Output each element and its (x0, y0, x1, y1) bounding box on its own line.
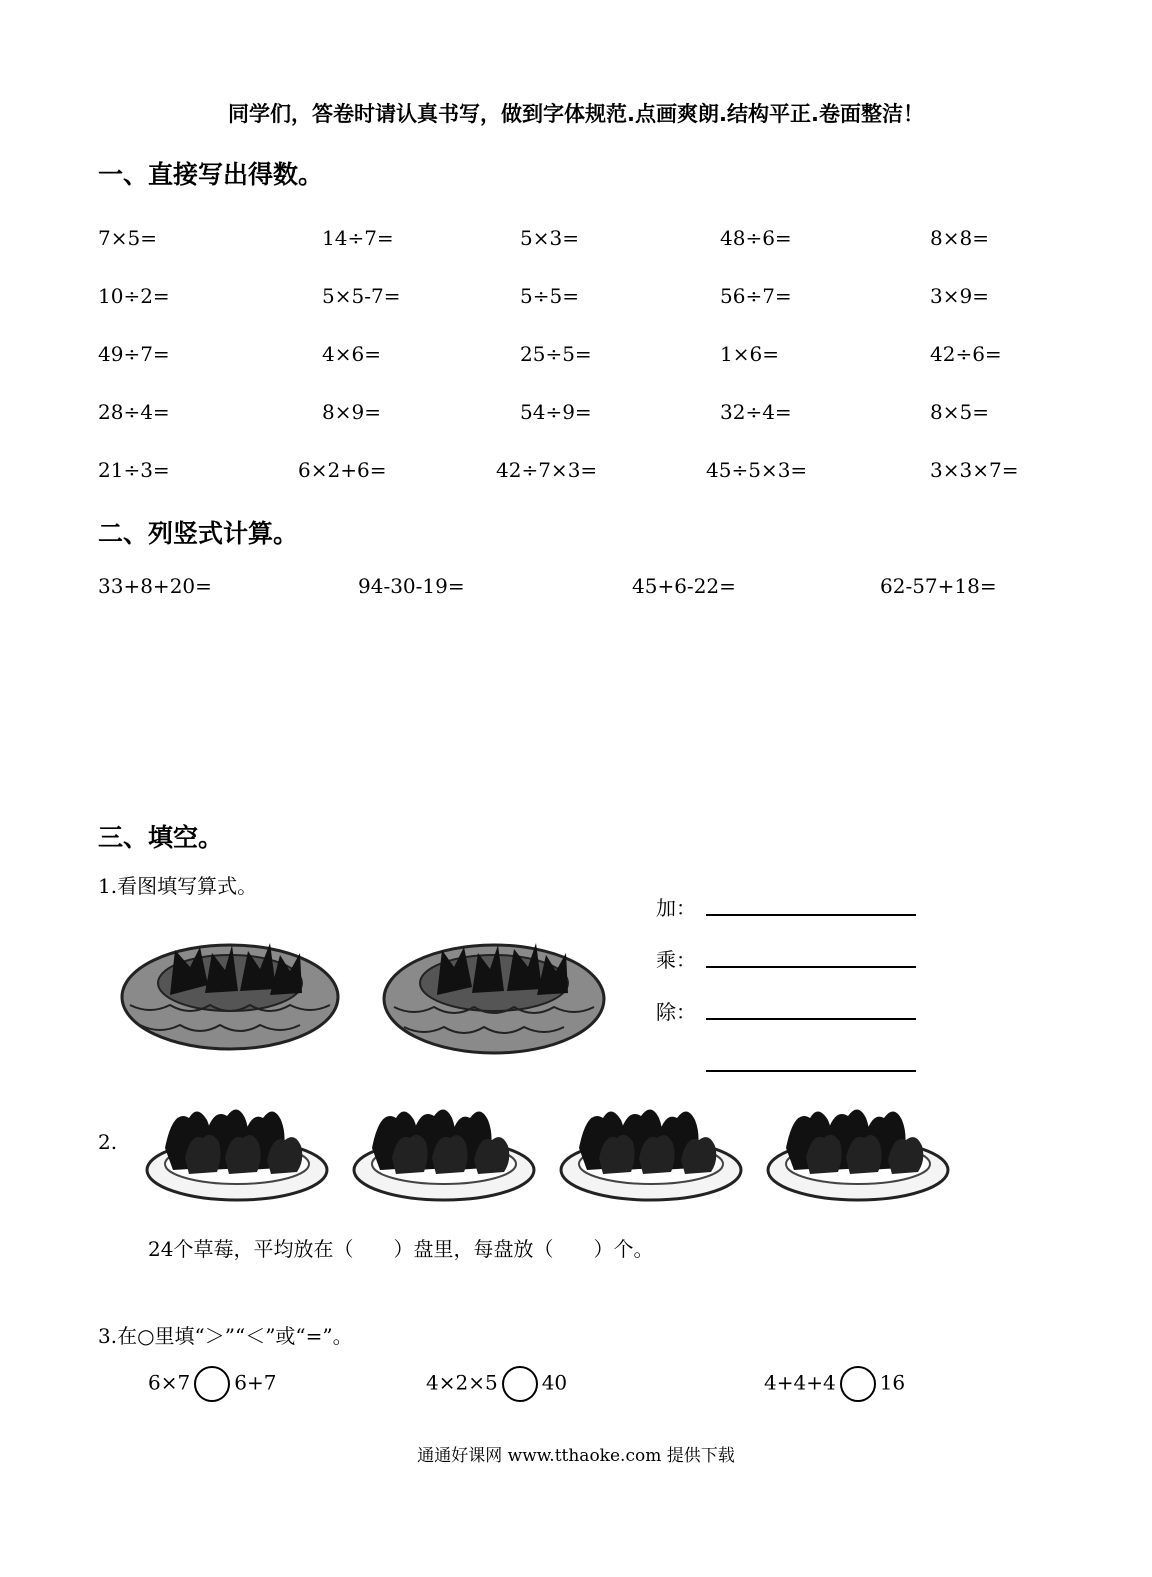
oral-calc-item: 5×3= (520, 226, 579, 250)
oral-calc-item: 7×5= (98, 226, 157, 250)
oral-calc-item: 28÷4= (98, 400, 170, 424)
compare-circle[interactable] (194, 1366, 230, 1402)
bird-nest-image (120, 925, 340, 1055)
oral-calc-item: 42÷6= (930, 342, 1002, 366)
div-answer-line-2[interactable] (706, 1070, 916, 1072)
oral-calc-item: 56÷7= (720, 284, 792, 308)
oral-calc-item: 32÷4= (720, 400, 792, 424)
oral-calc-item: 42÷7×3= (496, 458, 598, 482)
q2-label: 2. (98, 1130, 118, 1154)
compare-circle[interactable] (502, 1366, 538, 1402)
strawberry-plate-image (559, 1098, 744, 1208)
compare-item (426, 1366, 567, 1402)
vertical-calc-item: 33+8+20= (98, 574, 212, 598)
compare-circle[interactable] (840, 1366, 876, 1402)
compare-left: 4×2×5 (426, 1370, 498, 1395)
strawberry-plate-image (145, 1098, 330, 1208)
section3-title: 三、填空。 (98, 823, 224, 852)
compare-left: 6×7 (148, 1370, 191, 1395)
oral-calc-item: 49÷7= (98, 342, 170, 366)
oral-calc-item: 54÷9= (520, 400, 592, 424)
q3-label: 3.在○里填“＞”“＜”或“=”。 (98, 1324, 353, 1348)
oral-calc-item: 6×2+6= (298, 458, 387, 482)
footer: 通通好课网 www.tthaoke.com 提供下载 (417, 1446, 735, 1466)
q1-label: 1.看图填写算式。 (98, 874, 258, 898)
q2-text: 24个草莓，平均放在（ ）盘里，每盘放（ ）个。 (148, 1237, 654, 1261)
compare-right: 40 (541, 1370, 568, 1395)
oral-calc-item: 48÷6= (720, 226, 792, 250)
compare-right: 6+7 (234, 1370, 277, 1395)
compare-left: 4+4+4 (764, 1370, 836, 1395)
strawberry-plate-image (766, 1098, 951, 1208)
add-answer-line[interactable] (706, 914, 916, 916)
div-answer-line[interactable] (706, 1018, 916, 1020)
compare-item (764, 1366, 905, 1402)
vertical-calc-item: 45+6-22= (632, 574, 736, 598)
oral-calc-item: 3×3×7= (930, 458, 1019, 482)
oral-calc-item: 21÷3= (98, 458, 170, 482)
mul-label: 乘： (656, 948, 696, 972)
vertical-calc-item: 94-30-19= (358, 574, 465, 598)
mul-answer-line[interactable] (706, 966, 916, 968)
compare-item (148, 1366, 276, 1402)
oral-calc-item: 1×6= (720, 342, 779, 366)
oral-calc-item: 10÷2= (98, 284, 170, 308)
strawberry-plate-image (352, 1098, 537, 1208)
section2-title: 二、列竖式计算。 (98, 519, 299, 548)
oral-calc-item: 45÷5×3= (706, 458, 808, 482)
bird-nest-image (382, 925, 607, 1060)
div-label: 除： (656, 1000, 696, 1024)
oral-calc-item: 8×5= (930, 400, 989, 424)
vertical-calc-item: 62-57+18= (880, 574, 997, 598)
compare-right: 16 (879, 1370, 906, 1395)
oral-calc-item: 3×9= (930, 284, 989, 308)
oral-calc-item: 25÷5= (520, 342, 592, 366)
oral-calc-item: 5×5-7= (322, 284, 401, 308)
oral-calc-item: 8×9= (322, 400, 381, 424)
notice: 同学们，答卷时请认真书写，做到字体规范.点画爽朗.结构平正.卷面整洁！ (228, 102, 924, 126)
add-label: 加： (656, 896, 696, 920)
oral-calc-item: 4×6= (322, 342, 381, 366)
section1-title: 一、直接写出得数。 (98, 160, 324, 189)
oral-calc-item: 8×8= (930, 226, 989, 250)
oral-calc-item: 5÷5= (520, 284, 579, 308)
oral-calc-item: 14÷7= (322, 226, 394, 250)
